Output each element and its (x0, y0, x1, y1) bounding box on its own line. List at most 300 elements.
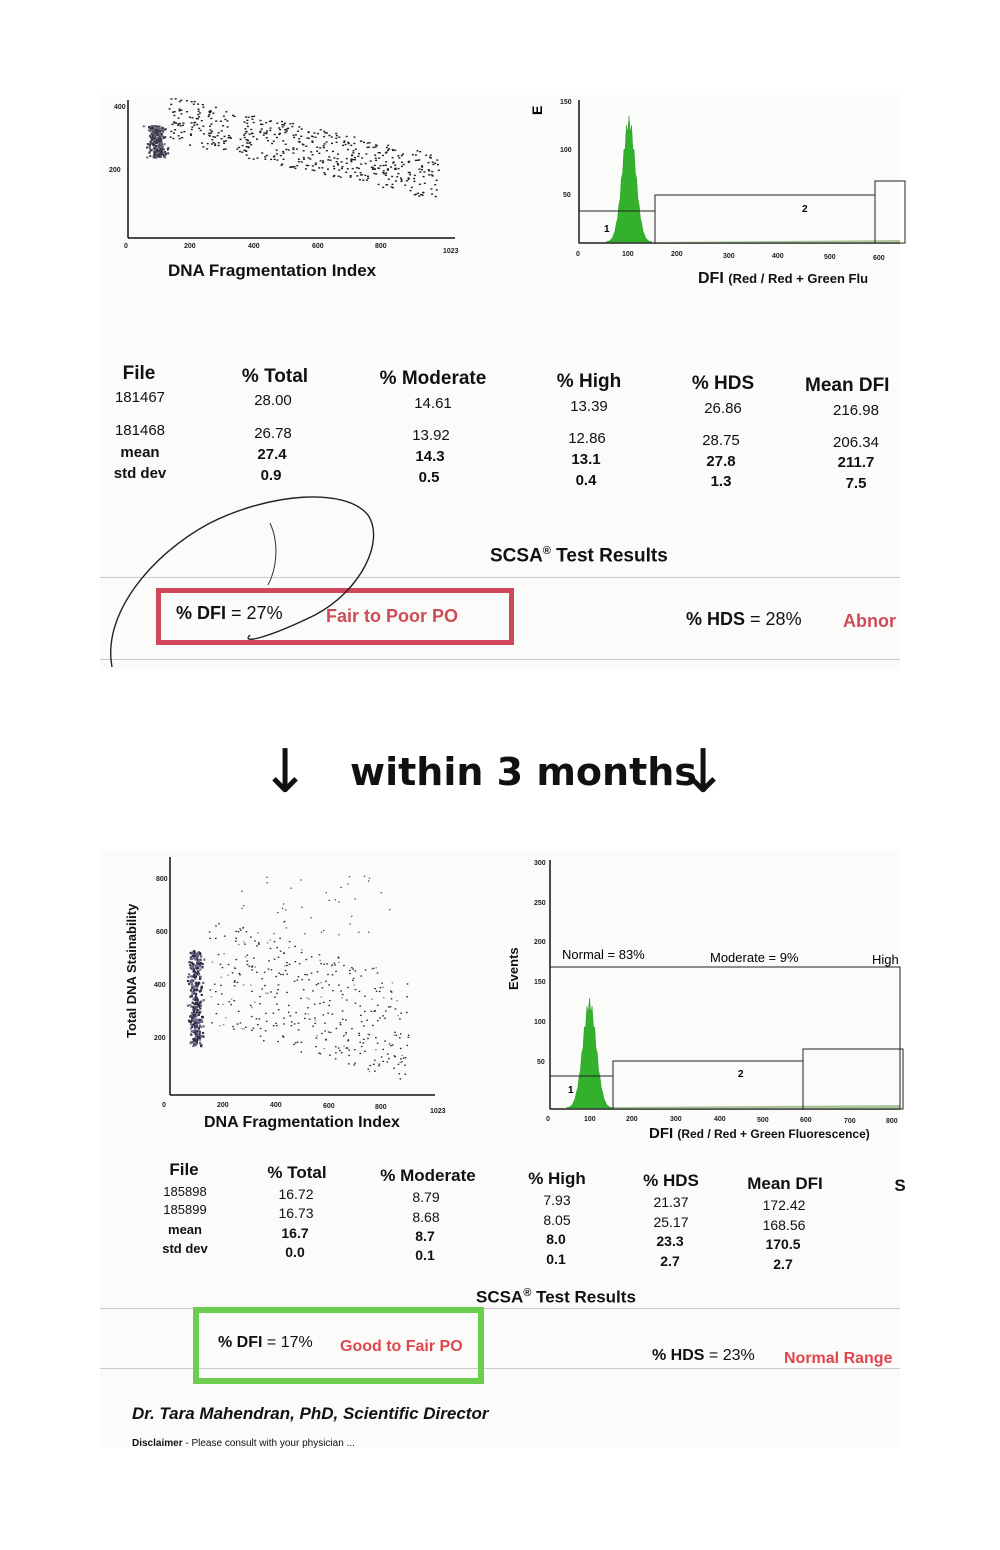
scatter-point (432, 164, 434, 165)
scatter-point (343, 965, 345, 966)
scatter-point (397, 155, 399, 156)
table-cell: 2.7 (773, 1256, 793, 1272)
scatter-point (247, 960, 249, 961)
scatter-point (338, 962, 340, 963)
scatter-point (300, 136, 302, 137)
scatter-point (400, 1033, 402, 1034)
scatter-point (195, 1043, 197, 1045)
dfi-verdict: Good to Fair PO (340, 1338, 463, 1355)
scatter-point (199, 1012, 201, 1014)
scatter-point (371, 999, 373, 1000)
scatter-point (291, 888, 292, 889)
scatter-point (253, 158, 255, 159)
scatter-point (349, 970, 351, 971)
scatter-point (179, 110, 181, 111)
scatter-point (383, 997, 385, 998)
scatter-point (221, 993, 223, 994)
x-tick-label: 1023 (430, 1108, 446, 1115)
scatter-point (277, 912, 278, 913)
scatter-point (195, 1025, 197, 1027)
scatter-point (276, 1025, 278, 1026)
scatter-point (260, 1036, 262, 1037)
scatter-point (294, 946, 296, 947)
table-cell: 206.34 (833, 434, 879, 451)
scatter-point (296, 148, 298, 149)
scatter-point (390, 1045, 392, 1046)
scatter-point (261, 978, 263, 979)
scatter-point (385, 1010, 387, 1011)
scatter-point (318, 167, 320, 168)
scatter-point (278, 973, 280, 974)
scatter-point (352, 969, 354, 970)
scatter-point (280, 155, 282, 156)
scatter-point (197, 1004, 199, 1006)
scatter-point (239, 151, 241, 152)
scatter-point (202, 982, 204, 984)
scatter-point (202, 963, 204, 965)
scatter-point (393, 161, 395, 162)
scatter-point (242, 145, 244, 146)
scatter-point (388, 1058, 390, 1059)
scatter-point (335, 1052, 337, 1053)
scatter-point (338, 137, 340, 138)
scatter-point (351, 1028, 353, 1029)
scatter-point (276, 153, 278, 154)
histogram-x-axis-label (649, 1125, 870, 1142)
scatter-point (322, 162, 324, 163)
scatter-point (373, 968, 375, 969)
scatter-point (264, 156, 266, 157)
table-cell: 8.68 (412, 1209, 440, 1225)
scatter-point (266, 155, 268, 156)
scatter-point (227, 126, 229, 127)
scatter-point (150, 141, 152, 143)
scatter-point (340, 177, 342, 178)
scatter-point (211, 1022, 213, 1023)
scatter-point (270, 948, 272, 949)
scatter-point (191, 101, 193, 102)
scatter-point (189, 961, 191, 963)
scatter-point (198, 1014, 200, 1016)
scatter-point (202, 1032, 204, 1034)
scatter-point (180, 125, 182, 126)
scatter-point (270, 127, 272, 128)
x-tick-label: 500 (824, 254, 836, 261)
scatter-point (423, 176, 425, 177)
scatter-point (301, 949, 303, 950)
y-tick-label: 150 (534, 979, 546, 986)
scatter-point (373, 173, 375, 174)
results-title-rest: Test Results (531, 1287, 636, 1307)
scatter-point (278, 127, 280, 128)
x-tick-label: 600 (800, 1117, 812, 1124)
scatter-point (259, 1018, 261, 1019)
scatter-point (394, 1035, 396, 1036)
scatter-point (293, 147, 295, 148)
scatter-point (214, 137, 216, 138)
scatter-point (162, 146, 164, 148)
scatter-point (380, 987, 382, 988)
scatter-point (191, 1030, 193, 1032)
scatter-point (371, 968, 373, 969)
scatter-point (251, 1030, 253, 1031)
scatter-point (165, 128, 167, 130)
scatter-point (323, 964, 325, 965)
scatter-point (278, 134, 280, 135)
scatter-point (399, 1018, 401, 1019)
scatter-point (159, 130, 161, 132)
scatter-point (293, 135, 295, 136)
x-tick-label: 800 (375, 1104, 387, 1111)
scatter-point (332, 1014, 334, 1015)
scatter-point (389, 909, 390, 910)
scatter-point (248, 117, 250, 118)
x-tick-label: 100 (584, 1116, 596, 1123)
scatter-point (267, 942, 269, 943)
y-tick-label: 50 (537, 1059, 545, 1066)
scatter-point (315, 137, 317, 138)
results-title (476, 1287, 636, 1308)
scatter-point (386, 184, 388, 185)
scatter-point (348, 143, 350, 144)
scatter-point (357, 156, 359, 157)
scatter-point (342, 994, 344, 995)
scatter-point (191, 953, 193, 955)
column-header: % HDS (643, 1171, 699, 1190)
scatter-point (265, 122, 267, 123)
scatter-point (159, 154, 161, 156)
scatter-point (251, 1007, 253, 1008)
scatter-point (283, 153, 285, 154)
scientific-director-signature: Dr. Tara Mahendran, PhD, Scientific Director (132, 1404, 489, 1423)
scatter-point (281, 163, 283, 164)
scatter-point (201, 1016, 203, 1018)
table-cell: 12.86 (568, 430, 606, 447)
scatter-point (238, 1011, 240, 1012)
scatter-point (195, 1037, 197, 1039)
scatter-point (342, 145, 344, 146)
scatter-point (284, 129, 286, 130)
scatter-point (223, 141, 225, 142)
scatter-point (243, 984, 245, 985)
scatter-point (271, 143, 273, 144)
table-cell: 0.1 (415, 1247, 435, 1263)
scatter-point (395, 168, 397, 169)
scatter-point (264, 159, 266, 160)
scatter-point (387, 145, 389, 146)
scatter-point (312, 142, 314, 143)
scatter-point (260, 1028, 262, 1029)
scatter-point (305, 146, 307, 147)
scatter-point (345, 1032, 347, 1033)
scatter-point (361, 174, 363, 175)
scatter-point (223, 143, 225, 144)
scatter-point (394, 1032, 396, 1033)
scatter-point (388, 179, 390, 180)
scatter-point (370, 160, 372, 161)
scatter-point (180, 113, 182, 114)
scatter-point (270, 159, 272, 160)
scatter-point (367, 1033, 369, 1034)
scatter-point (305, 1013, 307, 1014)
table-cell: 0.4 (575, 472, 597, 489)
scatter-point (276, 993, 278, 994)
scatter-point (298, 138, 300, 139)
scatter-point (368, 1069, 370, 1070)
scatter-point (190, 1023, 192, 1025)
scatter-point (240, 139, 242, 140)
scatter-point (158, 132, 160, 134)
scatter-point (292, 149, 294, 150)
scatter-point (200, 990, 202, 992)
histogram-x-axis-label (698, 270, 868, 288)
scatter-point (193, 968, 195, 970)
scatter-point (367, 142, 369, 143)
scatter-point (193, 1007, 195, 1009)
scatter-point (190, 1041, 192, 1043)
scatter-point (297, 979, 299, 980)
scatter-point (429, 157, 431, 158)
x-tick-label: 300 (723, 253, 735, 260)
scatter-point (273, 1013, 275, 1014)
scatter-point (351, 967, 353, 968)
scatter-point (243, 150, 245, 151)
scatter-point (174, 129, 176, 130)
scatter-point (355, 898, 356, 899)
scatter-point (333, 168, 335, 169)
table-cell: 25.17 (653, 1214, 689, 1230)
scatter-point (209, 931, 211, 932)
scatter-point (379, 991, 381, 992)
scatter-point (289, 964, 291, 965)
scatter-point (183, 131, 185, 132)
scatter-point (149, 135, 151, 137)
y-tick-label: 150 (560, 99, 572, 106)
gate-3 (803, 1049, 903, 1109)
scatter-point (280, 974, 282, 975)
scatter-point (210, 989, 212, 990)
scatter-point (207, 143, 209, 144)
scatter-point (341, 161, 343, 162)
scatter-point (393, 1068, 395, 1069)
report-before (100, 95, 900, 670)
scatter-point (180, 110, 182, 111)
scatter-point (373, 147, 375, 148)
scatter-point (182, 125, 184, 126)
scatter-point (315, 1046, 317, 1047)
scatter-point (215, 991, 217, 992)
scatter-point (320, 160, 322, 161)
scatter-point (223, 953, 225, 954)
table-cell: 28.00 (254, 392, 292, 409)
scatter-point (387, 1061, 389, 1062)
scatter-point (312, 154, 314, 155)
scatter-point (290, 1015, 292, 1016)
scatter-point (275, 976, 277, 977)
scatter-point (234, 985, 236, 986)
scatter-point (163, 137, 165, 139)
scatter-point (327, 159, 329, 160)
scatter-point (361, 1046, 363, 1047)
scatter-point (190, 1034, 192, 1036)
scatter-point (203, 959, 205, 961)
scatter-point (360, 1053, 362, 1054)
scatter-point (375, 158, 377, 159)
scatter-point (321, 1033, 323, 1034)
scatter-point (285, 144, 287, 145)
scatter-point (431, 171, 433, 172)
scatter-point (190, 133, 192, 134)
scatter-point (378, 1065, 380, 1066)
scatter-point (217, 135, 219, 136)
scatter-point (301, 979, 303, 980)
scatter-point (156, 141, 158, 143)
scatter-point (239, 928, 240, 929)
scatter-point (157, 134, 159, 136)
scatter-point (146, 156, 148, 158)
x-tick-label: 100 (622, 251, 634, 258)
scatter-point (401, 166, 403, 167)
scatter-point (199, 1002, 201, 1004)
scatter-point (360, 163, 362, 164)
scatter-point (338, 176, 340, 177)
scatter-point (263, 134, 265, 135)
scatter-point (435, 196, 437, 197)
scatter-point (419, 151, 421, 152)
scatter-point (351, 916, 352, 917)
table-cell: 21.37 (653, 1194, 689, 1210)
scatter-point (236, 931, 238, 932)
scatter-point (323, 147, 325, 148)
x-tick-label: 200 (626, 1116, 638, 1123)
scatter-point (342, 1010, 344, 1011)
scatter-point (197, 967, 199, 969)
scatter-point (355, 970, 357, 971)
scatter-point (245, 956, 247, 957)
scatter-point (283, 159, 285, 160)
scatter-point (338, 957, 340, 958)
scatter-point (331, 143, 333, 144)
table-cell: 0.5 (418, 469, 440, 486)
scatter-point (284, 965, 286, 966)
scatter-point (260, 120, 262, 121)
scatter-point (224, 136, 226, 137)
scatter-point (211, 131, 213, 132)
scatter-point (382, 155, 384, 156)
scatter-point (199, 1037, 201, 1039)
scatter-point (198, 960, 200, 962)
scatter-point (171, 124, 173, 125)
scatter-point (201, 994, 203, 996)
scatter-point (328, 1031, 330, 1032)
scatter-point (363, 142, 365, 143)
scatter-point (382, 172, 384, 173)
scatter-point (301, 1042, 303, 1043)
disclaimer (132, 1438, 355, 1449)
gate-label: 2 (802, 204, 808, 215)
gate-normal (550, 967, 900, 1109)
scatter-point (403, 1058, 405, 1059)
scatter-point (303, 144, 305, 145)
scatter-point (308, 131, 310, 132)
scatter-point (281, 124, 283, 125)
scatter-point (375, 173, 377, 174)
column-header: % HDS (691, 373, 755, 394)
scatter-point (369, 878, 370, 879)
scatter-point (243, 905, 244, 906)
scatter-point (354, 1049, 356, 1050)
scatter-point (312, 990, 314, 991)
scatter-point (202, 1036, 204, 1038)
scatter-point (362, 180, 364, 181)
scatter-point (246, 131, 248, 132)
scatter-point (428, 174, 430, 175)
scatter-point (206, 148, 208, 149)
scatter-point (146, 147, 148, 149)
scatter-point (348, 1063, 350, 1064)
histogram-before (530, 95, 900, 270)
scatter-point (324, 174, 326, 175)
scatter-point (190, 975, 192, 977)
scatter-point (368, 880, 369, 881)
scatter-point (244, 121, 246, 122)
scatter-point (358, 168, 360, 169)
scatter-point (286, 130, 288, 131)
scatter-point (247, 964, 249, 965)
scatter-point (377, 1020, 379, 1021)
scatter-point (345, 1034, 347, 1035)
scatter-point (243, 1028, 245, 1029)
scatter-point (278, 1009, 280, 1010)
scatter-point (245, 151, 247, 152)
scatter-point (359, 1035, 361, 1036)
scatter-point (431, 174, 433, 175)
scatter-point (366, 147, 368, 148)
table-cell: 8.7 (415, 1228, 435, 1244)
scatter-point (212, 136, 214, 137)
scatter-point (336, 142, 338, 143)
scatter-point (375, 967, 377, 968)
scatter-point (323, 145, 325, 146)
results-title-rest: Test Results (550, 545, 668, 567)
scatter-point (208, 116, 210, 117)
scatter-point (291, 1021, 293, 1022)
x-tick-labels (546, 1116, 898, 1125)
row-label: 185899 (163, 1202, 207, 1217)
scatter-point (374, 165, 376, 166)
scatter-point (229, 1001, 231, 1002)
scatter-point (367, 1038, 369, 1039)
scatter-point (333, 166, 335, 167)
scatter-point (329, 1055, 331, 1056)
scatter-point (244, 137, 246, 138)
scatter-point (192, 1042, 194, 1044)
scatter-point (191, 122, 193, 123)
column-header: % Moderate (379, 368, 487, 389)
scatter-point (273, 1025, 275, 1026)
scatter-point (285, 970, 287, 971)
scatter-point (324, 143, 326, 144)
scatter-point (306, 959, 308, 960)
scatter-point (390, 1006, 392, 1007)
scatter-point (364, 175, 366, 176)
scatter-point (201, 142, 203, 143)
scatter-point (377, 1005, 379, 1006)
scatter-point (293, 1044, 295, 1045)
scatter-point (196, 972, 198, 974)
scatter-point (246, 139, 248, 140)
scatter-point (243, 927, 244, 928)
